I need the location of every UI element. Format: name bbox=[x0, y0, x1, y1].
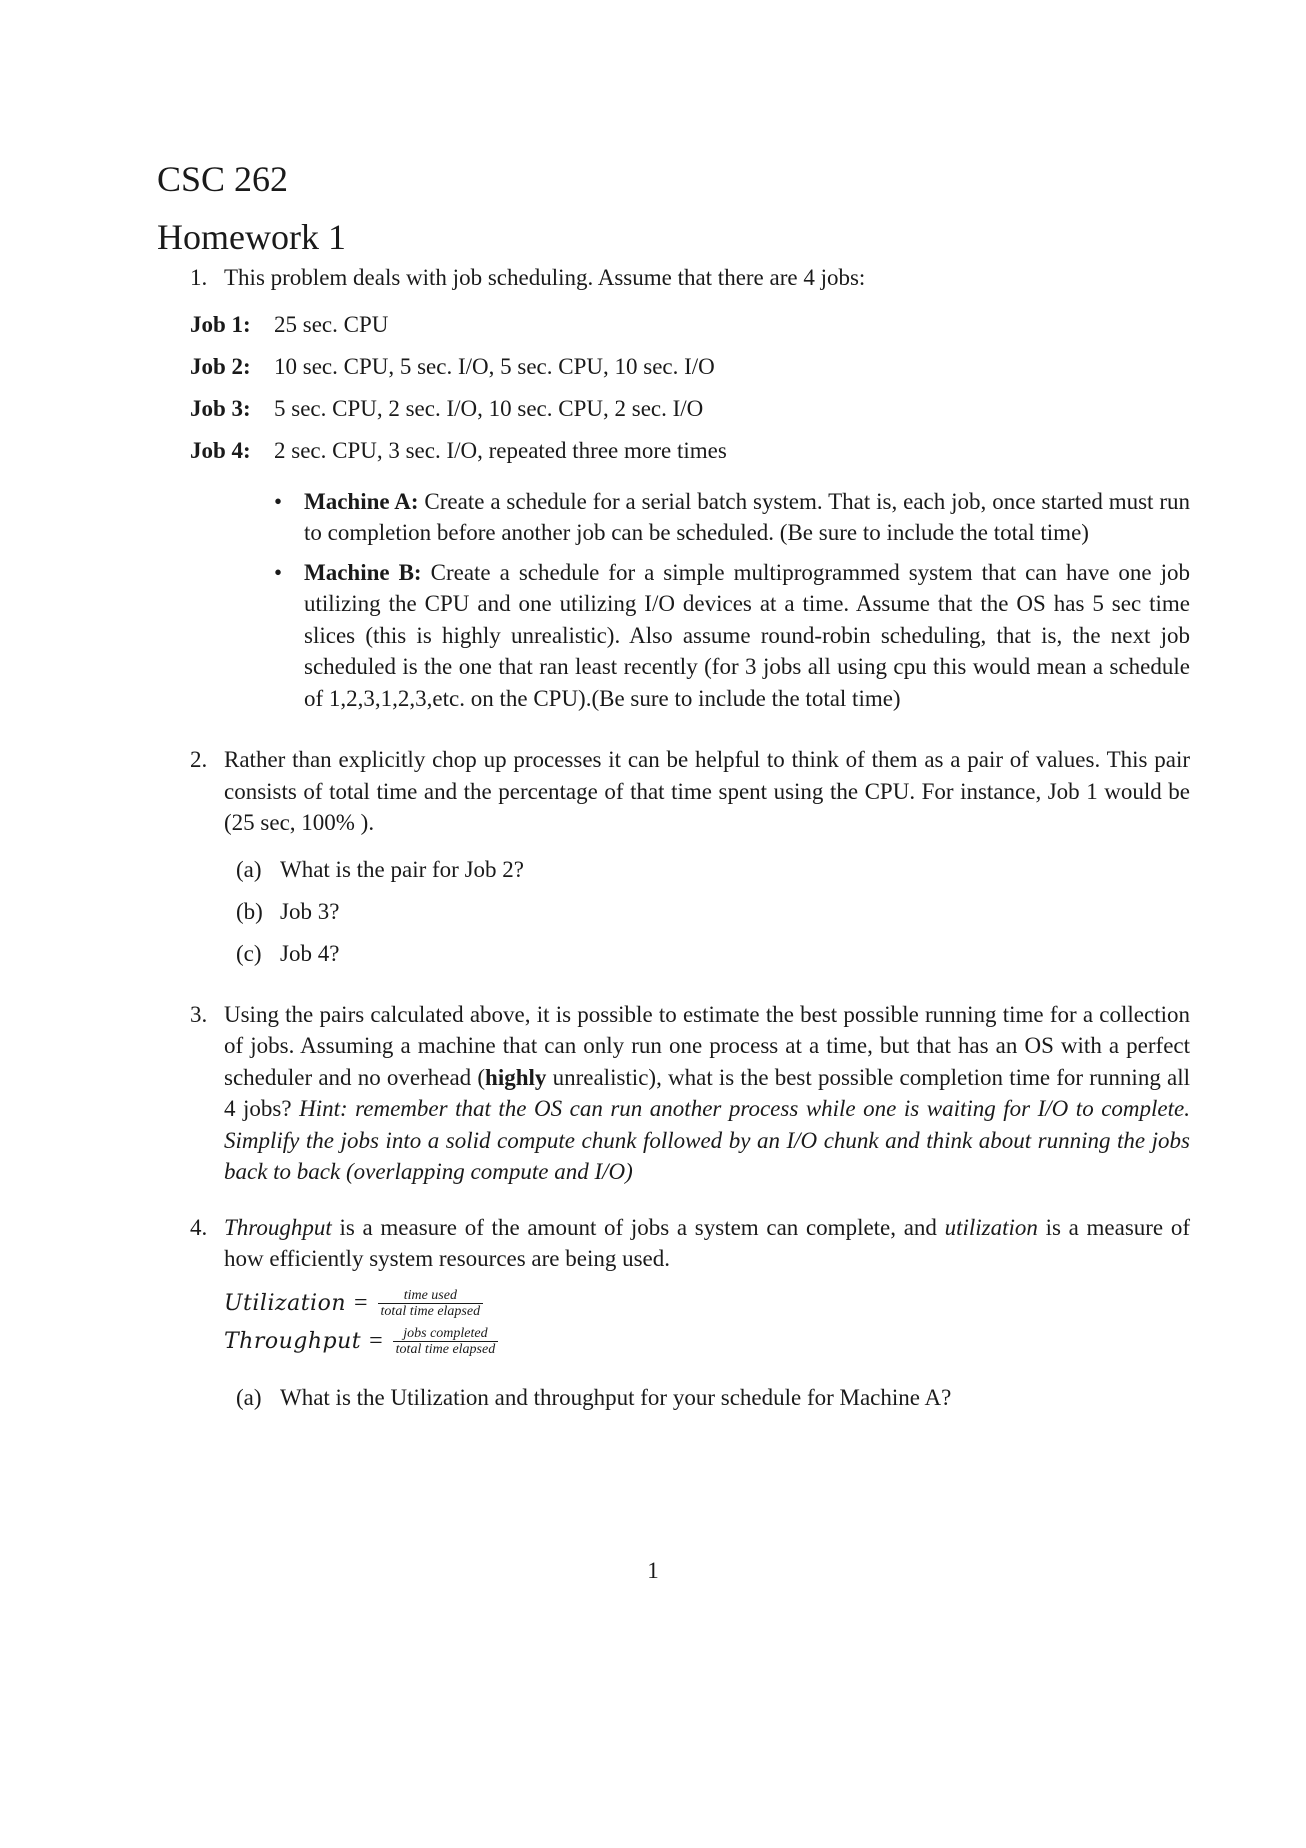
job-label: Job 3: bbox=[190, 395, 251, 421]
job-description: 10 sec. CPU, 5 sec. I/O, 5 sec. CPU, 10 sec. I/O bbox=[274, 353, 715, 379]
hint-text: Hint: remember that the OS can run another process while one is waiting for I/O to complete. Simplify the jobs into a solid compute chunk followed by an I/O chunk and think about running the jobs back to back (overlapping compute and I/O) bbox=[224, 1096, 1190, 1184]
machine-a-item bbox=[264, 486, 1190, 549]
job-label: Job 4: bbox=[190, 437, 251, 463]
bullet-icon: • bbox=[274, 488, 283, 514]
problem-4 bbox=[190, 1212, 1190, 1419]
job-label: Job 2: bbox=[190, 353, 251, 379]
bullet-icon: • bbox=[274, 559, 283, 585]
subquestion-list bbox=[224, 1377, 1190, 1419]
formula-equals: = bbox=[369, 1327, 383, 1354]
problem-number: 3. bbox=[190, 1001, 208, 1027]
subquestion bbox=[224, 1377, 1190, 1419]
term-utilization: utilization bbox=[944, 1214, 1038, 1240]
job-row bbox=[190, 388, 1190, 430]
subquestion-label: (b) bbox=[236, 898, 263, 924]
course-title: CSC 262 bbox=[157, 159, 289, 199]
job-row bbox=[190, 430, 1190, 472]
job-list bbox=[190, 304, 1190, 472]
formula-fraction bbox=[393, 1326, 499, 1357]
subquestion-list bbox=[224, 849, 1190, 975]
subquestion bbox=[224, 933, 1190, 975]
problem-3 bbox=[190, 999, 1190, 1188]
machine-b-item bbox=[264, 557, 1190, 715]
job-row bbox=[190, 346, 1190, 388]
job-description: 5 sec. CPU, 2 sec. I/O, 10 sec. CPU, 2 sec. I/O bbox=[274, 395, 704, 421]
machine-text: Create a schedule for a simple multiprogrammed system that can have one job utilizing the CPU and one utilizing I/O devices at a time. Assume that the OS has 5 sec time slices (this is highly unrealistic). Also assume round-robin scheduling, that is, the next job scheduled is the one that ran least recently (for 3 jobs all using cpu this would mean a schedule of 1,2,3,1,2,3,etc. on the CPU).(Be sure to include the total time) bbox=[304, 559, 1191, 711]
problem-number: 4. bbox=[190, 1214, 208, 1240]
emphasis-text: highly bbox=[485, 1064, 547, 1090]
machine-text: Create a schedule for a serial batch system. That is, each job, once started must run to completion before another job can be scheduled. (Be sure to include the total time) bbox=[304, 488, 1190, 545]
machine-label: Machine B: bbox=[304, 559, 422, 585]
job-description: 2 sec. CPU, 3 sec. I/O, repeated three more times bbox=[274, 437, 727, 463]
job-row bbox=[190, 304, 1190, 346]
text-segment: Using the pairs calculated above, it is possible to estimate the best possible running time for a collection of jobs. Assuming a machine that can only run one process at a time, but that has an OS with a perfect scheduler and no overhead ( bbox=[224, 1001, 1190, 1090]
subquestion-text: Job 4? bbox=[280, 940, 340, 966]
problem-number: 2. bbox=[190, 747, 208, 772]
problem-2 bbox=[190, 744, 1190, 975]
problem-number: 1. bbox=[190, 265, 208, 290]
job-label: Job 1: bbox=[190, 311, 251, 337]
subquestion bbox=[224, 849, 1190, 891]
fraction-denominator: total time elapsed bbox=[393, 1341, 499, 1357]
formula-equals: = bbox=[354, 1289, 368, 1316]
header bbox=[157, 150, 346, 266]
job-description: 25 sec. CPU bbox=[274, 311, 389, 337]
utilization-formula bbox=[224, 1285, 1190, 1323]
machine-label: Machine A: bbox=[304, 488, 419, 514]
text-segment: is a measure of how efficiently system resources are being used. bbox=[224, 1214, 1190, 1271]
assignment-title: Homework 1 bbox=[157, 217, 346, 257]
problem-text bbox=[224, 1212, 1190, 1275]
text-segment: unrealistic), what is the best possible completion time for running all 4 jobs? bbox=[224, 1064, 1191, 1121]
subquestion-text: What is the Utilization and throughput for your schedule for Machine A? bbox=[280, 1384, 952, 1410]
subquestion-text: Job 3? bbox=[280, 898, 340, 924]
problem-list bbox=[190, 262, 1190, 1419]
fraction-numerator: time used bbox=[403, 1288, 457, 1303]
problem-text: This problem deals with job scheduling. Assume that there are 4 jobs: bbox=[224, 265, 866, 290]
subquestion-text: What is the pair for Job 2? bbox=[280, 856, 524, 882]
formula-block bbox=[224, 1285, 1190, 1361]
problem-text: Rather than explicitly chop up processes it can be helpful to think of them as a pair of values. This pair consists of total time and the percentage of that time spent using the CPU. For instance, Job 1 would be (25 sec, 100% ). bbox=[224, 747, 1190, 835]
problem-text bbox=[224, 999, 1190, 1188]
formula-fraction bbox=[378, 1288, 484, 1319]
throughput-formula bbox=[224, 1323, 1190, 1361]
subquestion-label: (c) bbox=[236, 940, 262, 966]
problem-1 bbox=[190, 262, 1190, 714]
subquestion-label: (a) bbox=[236, 856, 262, 882]
machine-list bbox=[264, 486, 1190, 715]
fraction-numerator: jobs completed bbox=[403, 1326, 488, 1341]
page-number: 1 bbox=[647, 1558, 659, 1583]
text-segment: is a measure of the amount of jobs a system can complete, and bbox=[331, 1214, 945, 1240]
subquestion bbox=[224, 891, 1190, 933]
fraction-denominator: total time elapsed bbox=[378, 1303, 484, 1319]
formula-lhs: Utilization bbox=[224, 1290, 346, 1316]
term-throughput: Throughput bbox=[224, 1214, 332, 1240]
subquestion-label: (a) bbox=[236, 1384, 262, 1410]
formula-lhs: Throughput bbox=[224, 1328, 362, 1354]
